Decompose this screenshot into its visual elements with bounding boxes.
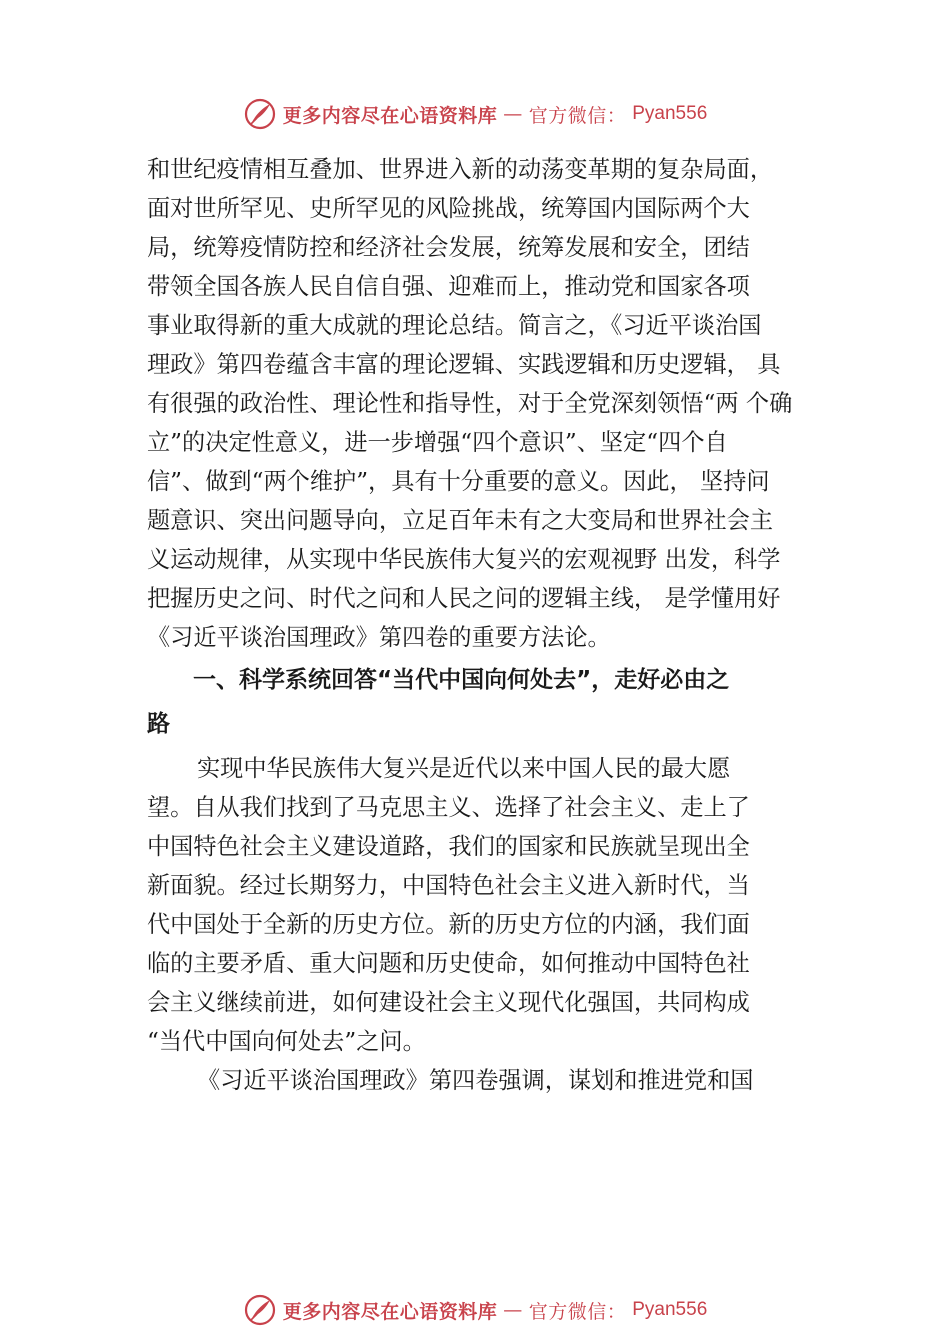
document-body xyxy=(147,150,827,1100)
paragraph-3 xyxy=(147,1061,827,1100)
text-line: 立”的决定性意义，进一步增强“四个意识”、坚定“四个自 xyxy=(147,429,728,456)
text-line: 《习近平谈治国理政》第四卷强调，谋划和推进党和国 xyxy=(197,1067,754,1094)
text-line: 信”、做到“两个维护”，具有十分重要的意义。因此， 坚持问 xyxy=(147,468,770,495)
text-line: 题意识、突出问题导向，立足百年未有之大变局和世界社会主 xyxy=(147,507,774,534)
text-line: 局，统筹疫情防控和经济社会发展，统筹发展和安全，团结 xyxy=(147,234,750,261)
text-line: 实现中华民族伟大复兴是近代以来中国人民的最大愿 xyxy=(197,755,731,782)
text-line: 有很强的政治性、理论性和指导性，对于全党深刻领悟“两 个确 xyxy=(147,390,793,417)
heading-line: 一、科学系统回答“当代中国向何处去”，走好必由之 xyxy=(193,667,730,693)
watermark-site-text: 更多内容尽在心语资料库 xyxy=(282,104,498,127)
watermark-wechat-id: Pyan556 xyxy=(632,1299,708,1320)
quill-logo-icon xyxy=(243,1293,277,1327)
text-line: 义运动规律，从实现中华民族伟大复兴的宏观视野 出发，科学 xyxy=(147,546,781,573)
paragraph-1 xyxy=(147,150,827,657)
quill-logo-icon xyxy=(243,97,277,131)
text-line: 《习近平谈治国理政》第四卷的重要方法论。 xyxy=(147,624,611,651)
watermark-wechat-label: 官方微信： xyxy=(528,104,627,127)
text-line: 事业取得新的重大成就的理论总结。简言之，《习近平谈治国 xyxy=(147,312,762,339)
text-line: “当代中国向何处去”之问。 xyxy=(147,1028,426,1055)
text-line: 望。自从我们找到了马克思主义、选择了社会主义、走上了 xyxy=(147,794,750,821)
section-heading-1 xyxy=(147,659,827,745)
text-line: 把握历史之问、时代之问和人民之问的逻辑主线， 是学懂用好 xyxy=(147,585,781,612)
watermark-wechat-label: 官方微信： xyxy=(528,1300,627,1323)
text-line: 临的主要矛盾、重大问题和历史使命，如何推动中国特色社 xyxy=(147,950,750,977)
heading-line: 路 xyxy=(147,711,170,737)
header-watermark xyxy=(0,94,950,134)
text-line: 会主义继续前进，如何建设社会主义现代化强国，共同构成 xyxy=(147,989,750,1016)
text-line: 代中国处于全新的历史方位。新的历史方位的内涵，我们面 xyxy=(147,911,750,938)
watermark-site-text: 更多内容尽在心语资料库 xyxy=(282,1300,498,1323)
text-line: 带领全国各族人民自信自强、迎难而上，推动党和国家各项 xyxy=(147,273,750,300)
text-line: 新面貌。经过长期努力，中国特色社会主义进入新时代，当 xyxy=(147,872,750,899)
paragraph-2 xyxy=(147,749,827,1061)
text-line: 面对世所罕见、史所罕见的风险挑战，统筹国内国际两个大 xyxy=(147,195,750,222)
text-line: 中国特色社会主义建设道路，我们的国家和民族就呈现出全 xyxy=(147,833,750,860)
text-line: 理政》第四卷蕴含丰富的理论逻辑、实践逻辑和历史逻辑， 具 xyxy=(147,351,781,378)
text-line: 和世纪疫情相互叠加、世界进入新的动荡变革期的复杂局面， xyxy=(147,156,774,183)
watermark-separator: — xyxy=(503,1299,523,1321)
watermark-separator: — xyxy=(503,103,523,125)
footer-watermark xyxy=(0,1290,950,1330)
watermark-wechat-id: Pyan556 xyxy=(632,103,708,124)
